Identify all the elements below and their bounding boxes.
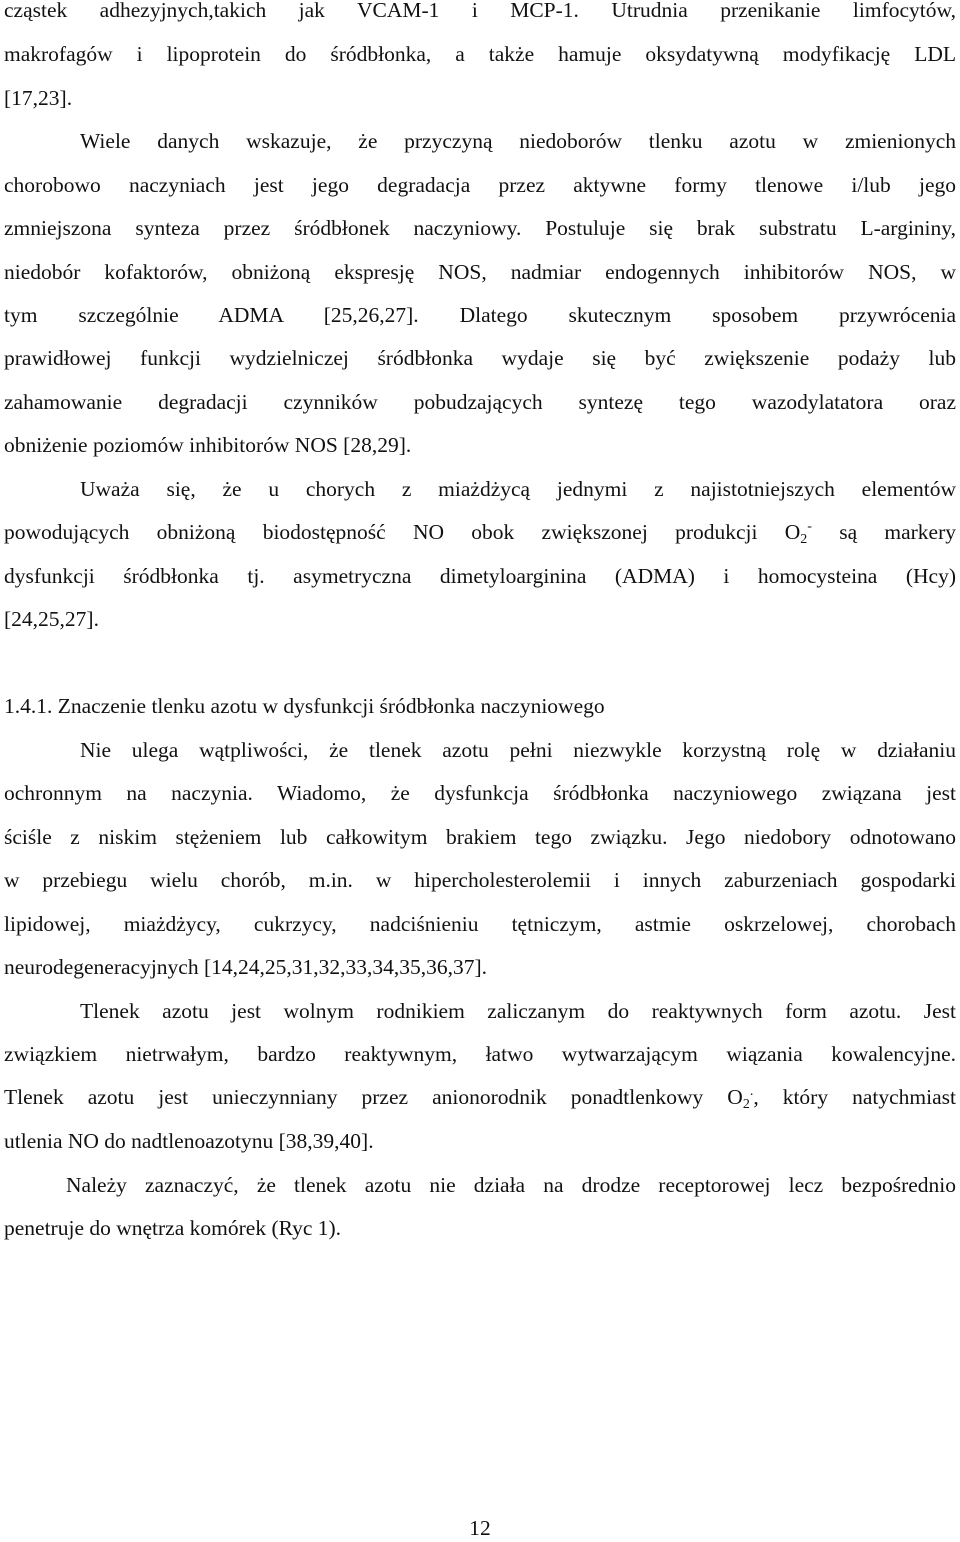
superscript: . [749,1084,754,1099]
text-line: niedobór kofaktorów, obniżoną ekspresję NOS, nadmiar endogennych inhibitorów NOS, w [4,260,956,284]
text-line: [24,25,27]. [4,607,99,631]
text-line: neurodegeneracyjnych [14,24,25,31,32,33,34,35,36,37]. [4,955,488,979]
text-line: tym szczególnie ADMA [25,26,27]. Dlatego skutecznym sposobem przywrócenia [4,303,956,327]
text-segment: , który natychmiast [753,1085,956,1109]
text-line: lipidowej, miażdżycy, cukrzycy, nadciśnieniu tętniczym, astmie oskrzelowej, chorobach [4,912,956,936]
page-number: 12 [469,1516,491,1540]
text-line: Uważa się, że u chorych z miażdżycą jednymi z najistotniejszych elementów [80,477,956,501]
text-line: Należy zaznaczyć, że tlenek azotu nie działa na drodze receptorowej lecz bezpośrednio [66,1173,956,1197]
text-line: obniżenie poziomów inhibitorów NOS [28,29]. [4,433,412,457]
subscript: 2 [800,532,808,547]
text-line: Nie ulega wątpliwości, że tlenek azotu pełni niezwykle korzystną rolę w działaniu [80,738,956,762]
text-line: ochronnym na naczynia. Wiadomo, że dysfunkcja śródbłonka naczyniowego związana jest [4,781,956,805]
text-line: Tlenek azotu jest wolnym rodnikiem zaliczanym do reaktywnych form azotu. Jest [80,999,956,1023]
text-line: dysfunkcji śródbłonka tj. asymetryczna dimetyloarginina (ADMA) i homocysteina (Hcy) [4,564,956,588]
text-line-with-formula [4,518,956,546]
text-line: cząstek adhezyjnych,takich jak VCAM-1 i MCP-1. Utrudnia przenikanie limfocytów, [4,0,956,22]
text-segment: Tlenek azotu jest unieczynniany przez anionorodnik ponadtlenkowy O [4,1085,743,1109]
text-segment: powodujących obniżoną biodostępność NO obok zwiększonej produkcji O [4,520,801,544]
text-line: w przebiegu wielu chorób, m.in. w hipercholesterolemii i innych zaburzeniach gospodarki [4,868,956,892]
section-heading: 1.4.1. Znaczenie tlenku azotu w dysfunkcji śródbłonka naczyniowego [4,694,605,718]
text-line: [17,23]. [4,86,73,110]
text-line: zmniejszona synteza przez śródbłonek naczyniowy. Postuluje się brak substratu L-argininy, [4,216,956,240]
text-line: utlenia NO do nadtlenoazotynu [38,39,40]. [4,1129,374,1153]
text-line-with-formula [4,1083,956,1111]
text-segment: są markery [811,520,956,544]
text-line: związkiem nietrwałym, bardzo reaktywnym, łatwo wytwarzającym wiązania kowalencyjne. [4,1042,956,1066]
superscript: - [807,519,812,534]
text-line: makrofagów i lipoprotein do śródbłonka, a także hamuje oksydatywną modyfikację LDL [4,42,956,66]
text-line: Wiele danych wskazuje, że przyczyną niedoborów tlenku azotu w zmienionych [80,129,956,153]
text-line: chorobowo naczyniach jest jego degradacja przez aktywne formy tlenowe i/lub jego [4,173,956,197]
text-line: penetruje do wnętrza komórek (Ryc 1). [4,1216,342,1240]
text-line: zahamowanie degradacji czynników pobudzających syntezę tego wazodylatatora oraz [4,390,956,414]
subscript: 2 [742,1097,750,1112]
text-line: prawidłowej funkcji wydzielniczej śródbłonka wydaje się być zwiększenie podaży lub [4,346,956,370]
text-line: ściśle z niskim stężeniem lub całkowitym brakiem tego związku. Jego niedobory odnotowano [4,825,956,849]
